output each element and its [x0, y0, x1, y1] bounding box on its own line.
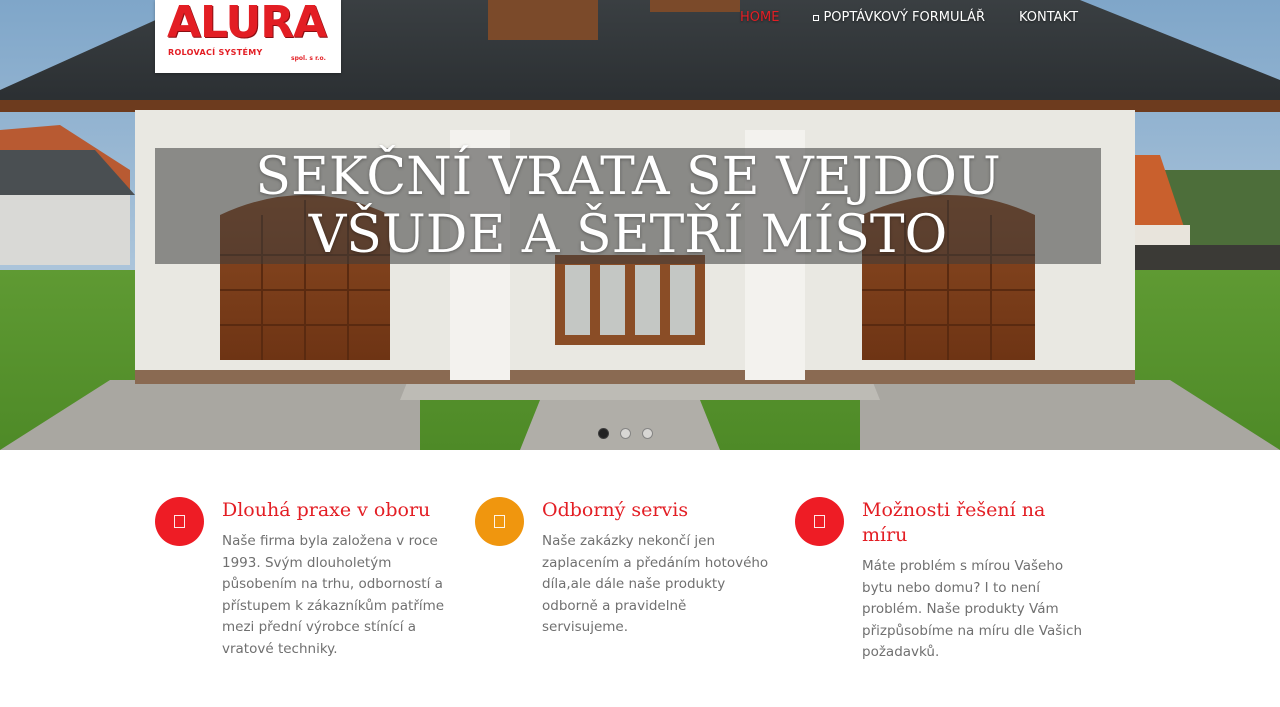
- feature-text: Naše firma byla založena v roce 1993. Svým dlouholetým působením na trhu, odborností a přístupem k zákazníkům patříme mezi přední výrobce stínící a vratové techniky.: [222, 533, 445, 657]
- feature-icon: [494, 515, 505, 528]
- features-section: [155, 497, 1115, 664]
- feature-title: Odborný servis: [542, 499, 689, 521]
- main-nav: [740, 10, 1112, 25]
- nav-item-label: POPTÁVKOVÝ FORMULÁŘ: [823, 10, 985, 25]
- feature-text: Máte problém s mírou Vašeho bytu nebo domu? I to není problém. Naše produkty Vám přizpůsobíme na míru dle Vašich požadavků.: [862, 558, 1083, 660]
- feature-item: [475, 497, 795, 664]
- square-icon: [813, 15, 819, 21]
- feature-item: [795, 497, 1115, 664]
- slider-dot-3[interactable]: [642, 428, 653, 439]
- feature-icon-circle: [155, 497, 204, 546]
- feature-icon-circle: [795, 497, 844, 546]
- feature-icon: [174, 515, 185, 528]
- hero-caption-line-1: SEKČNÍ VRATA SE VEJDOU: [255, 147, 1001, 207]
- feature-text: Naše zakázky nekončí jen zaplacením a předáním hotového díla,ale dále naše produkty odborně a pravidelně servisujeme.: [542, 533, 769, 635]
- feature-icon: [814, 515, 825, 528]
- nav-item-poptavkovy-formular[interactable]: [813, 10, 985, 25]
- slider-dots: [598, 428, 664, 439]
- nav-item-label: HOME: [740, 10, 780, 25]
- feature-title: Dlouhá praxe v oboru: [222, 499, 431, 521]
- slider-dot-1[interactable]: [598, 428, 609, 439]
- hero-caption-line-2: VŠUDE A ŠETŘÍ MÍSTO: [308, 205, 948, 265]
- logo-brand: ALURA: [167, 0, 327, 48]
- slider-dot-2[interactable]: [620, 428, 631, 439]
- logo-company: spol. s r.o.: [291, 55, 326, 62]
- nav-item-home[interactable]: [740, 10, 779, 25]
- logo[interactable]: [155, 0, 341, 73]
- nav-item-kontakt[interactable]: [1019, 10, 1078, 25]
- hero-caption: [155, 148, 1101, 264]
- feature-item: [155, 497, 475, 664]
- logo-tagline: ROLOVACÍ SYSTÉMY: [168, 48, 263, 57]
- feature-icon-circle: [475, 497, 524, 546]
- nav-item-label: KONTAKT: [1018, 10, 1079, 25]
- feature-title: Možnosti řešení na míru: [862, 499, 1046, 546]
